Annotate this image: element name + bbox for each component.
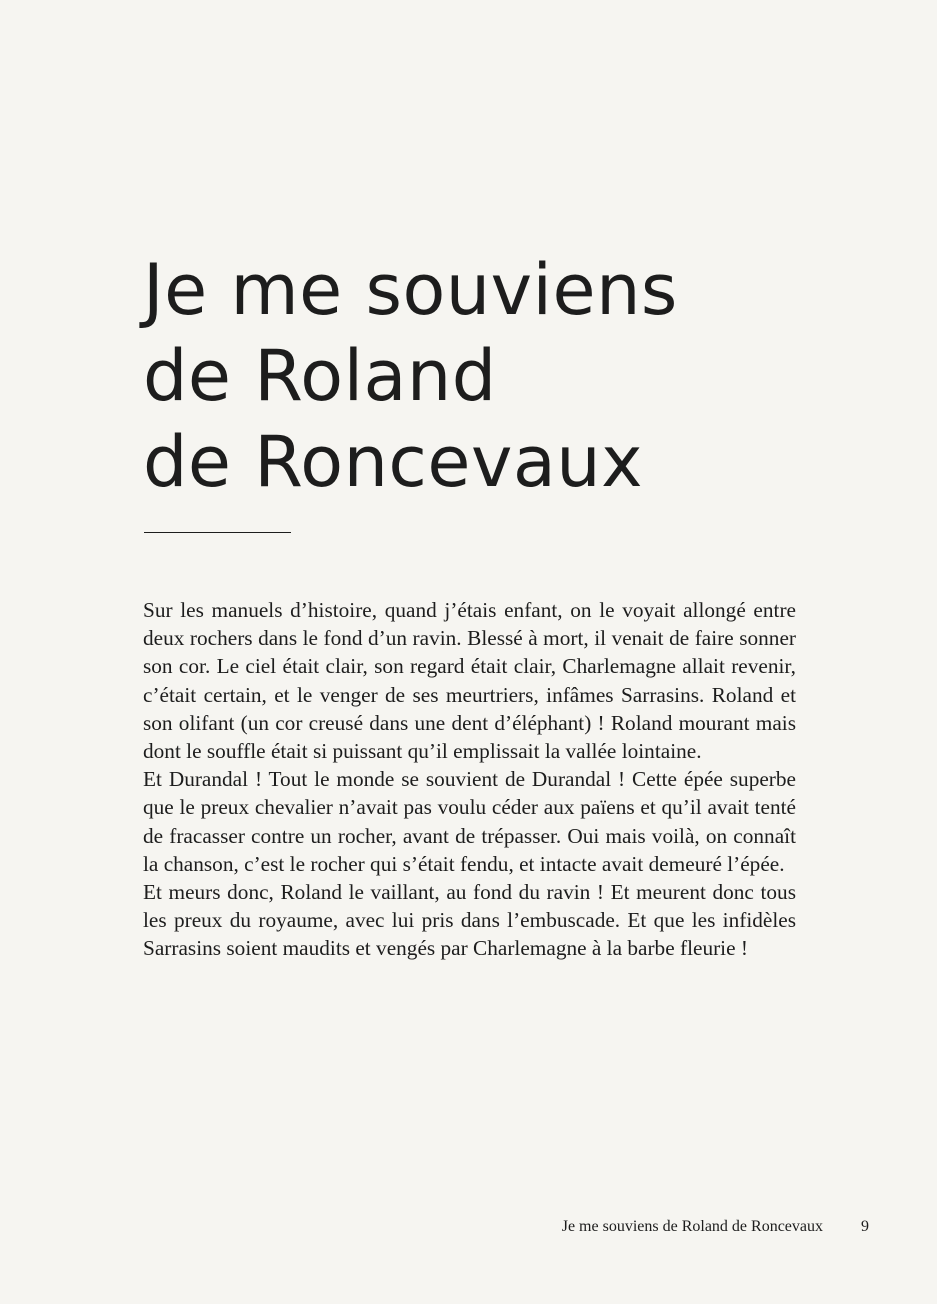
chapter-title-line-2: de Roland xyxy=(143,335,497,417)
title-divider xyxy=(144,532,291,533)
running-title: Je me souviens de Roland de Roncevaux xyxy=(561,1218,823,1235)
page-number: 9 xyxy=(861,1218,869,1235)
chapter-title-line-1: Je me souviens xyxy=(143,249,678,331)
chapter-body xyxy=(143,596,796,963)
page-footer xyxy=(562,1218,869,1236)
paragraph-3: Et meurs donc, Roland le vaillant, au fond du ravin ! Et meurent donc tous les preux du royaume, avec lui pris dans l’embuscade. Et que les infidèles Sarrasins soient maudits et vengés par Charlemagne à la barbe fleurie ! xyxy=(143,880,796,961)
paragraph-2: Et Durandal ! Tout le monde se souvient de Durandal ! Cette épée superbe que le preux chevalier n’avait pas voulu céder aux païens et qu’il avait tenté de fracasser contre un rocher, avant de trépasser. Oui mais voilà, on connaît la chanson, c’est le rocher qui s’était fendu, et intacte avait demeuré l’épée. xyxy=(143,767,796,876)
chapter-title xyxy=(143,247,678,505)
paragraph-1: Sur les manuels d’histoire, quand j’étais enfant, on le voyait allongé entre deux rochers dans le fond d’un ravin. Blessé à mort, il venait de faire sonner son cor. Le ciel était clair, son regard était clair, Charlemagne allait revenir, c’était certain, et le venger de ses meurtriers, infâmes Sarrasins. Roland et son olifant (un cor creusé dans une dent d’éléphant) ! Roland mourant mais dont le souffle était si puissant qu’il emplissait la vallée lointaine. xyxy=(143,598,796,764)
chapter-title-line-3: de Roncevaux xyxy=(143,421,644,503)
